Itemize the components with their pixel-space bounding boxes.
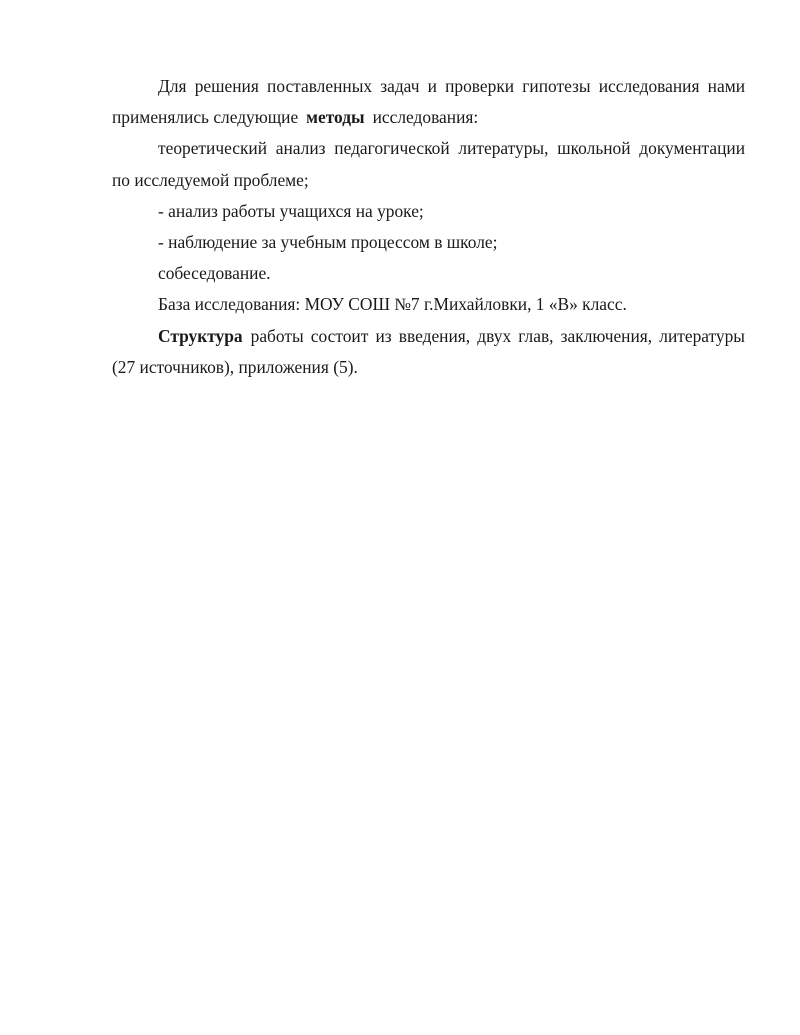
structure-keyword: Структура	[158, 325, 243, 346]
structure-paragraph	[112, 321, 745, 383]
method-item-lesson-analysis: - анализ работы учащихся на уроке;	[158, 200, 424, 221]
method-item-observation: - наблюдение за учебным процессом в школе;	[158, 232, 498, 253]
method-item-theoretical: теоретический анализ педагогической литературы, школьной документации по исследуемой проблеме;	[112, 138, 745, 190]
method-item-interview: собеседование.	[158, 263, 271, 284]
structure-text: работы состоит из введения, двух глав, заключения, литературы (27 источников), приложения (5).	[112, 325, 745, 377]
methods-intro-tail: исследования:	[372, 107, 479, 128]
methods-keyword: методы	[306, 107, 365, 128]
research-base-paragraph: База исследования: МОУ СОШ №7 г.Михайловки, 1 «В» класс.	[158, 294, 627, 315]
methods-intro-paragraph	[112, 71, 745, 133]
methods-intro-text: Для решения поставленных задач и проверки гипотезы исследования нами применялись следующие	[112, 76, 745, 128]
document-body	[112, 71, 745, 383]
